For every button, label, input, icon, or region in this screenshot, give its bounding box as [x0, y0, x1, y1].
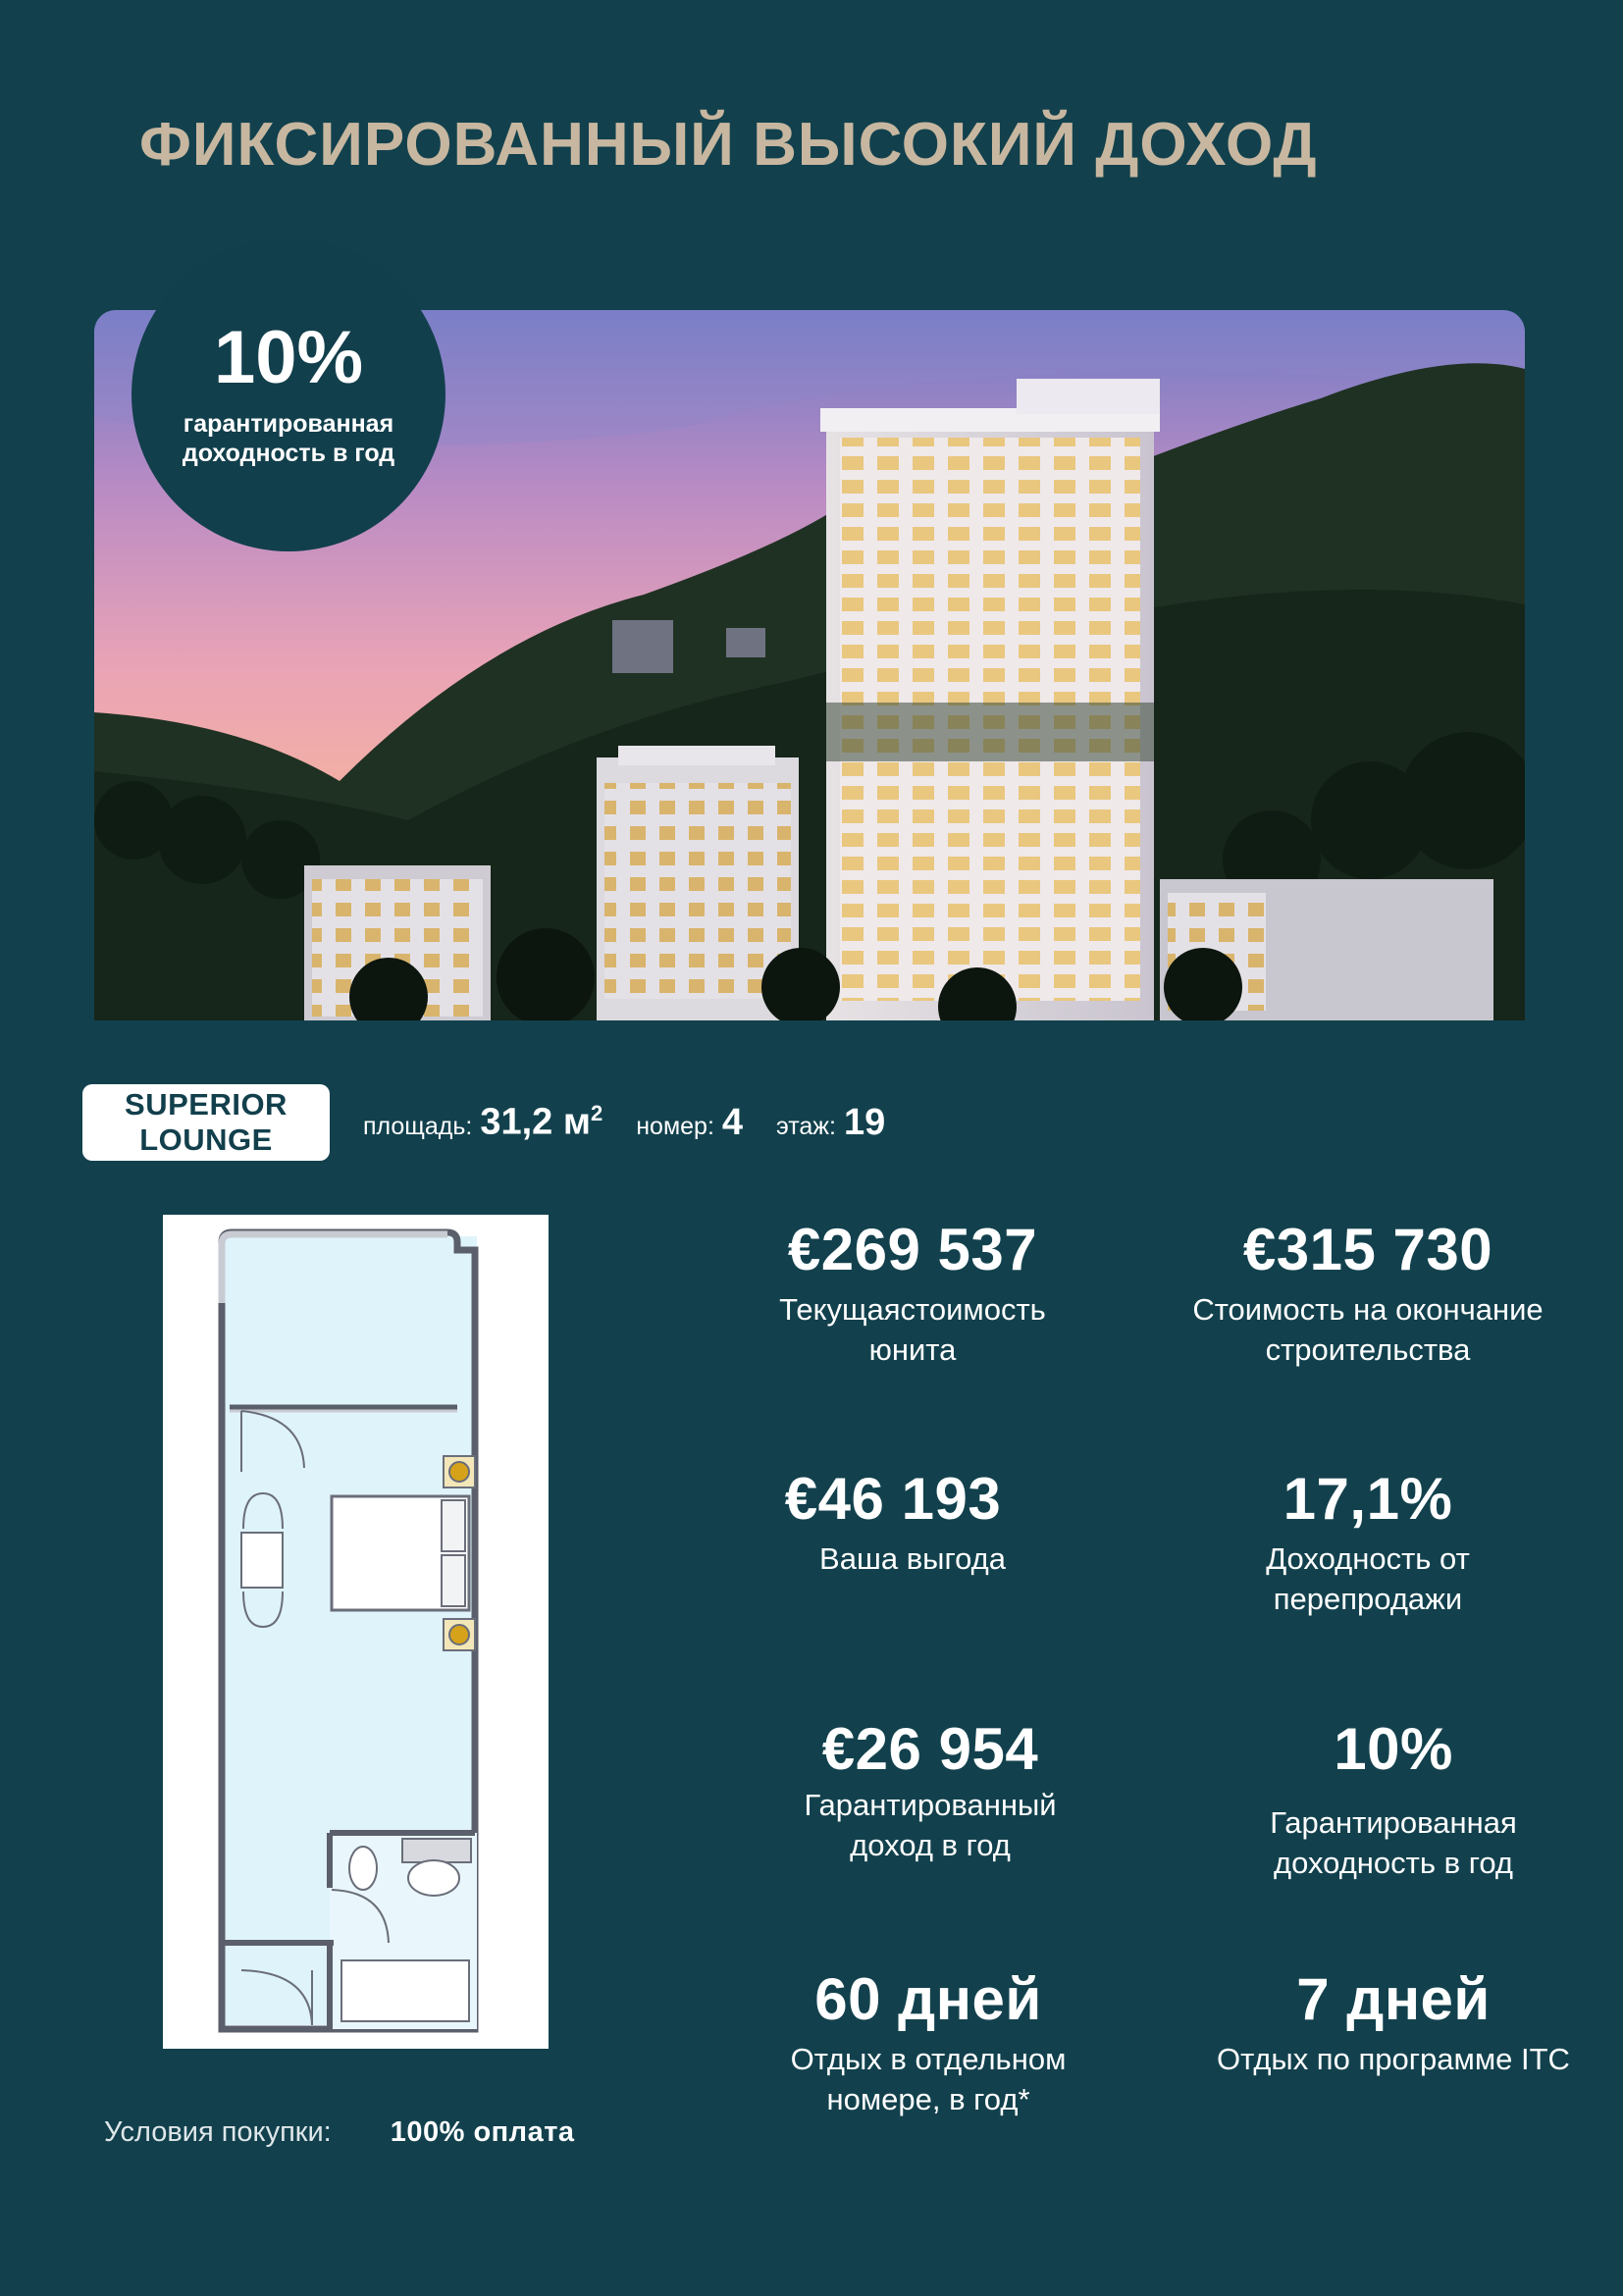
stat-value: €26 954	[821, 1716, 1039, 1782]
floor-plan	[163, 1215, 549, 2049]
badge-percent: 10%	[213, 316, 364, 399]
stat-value: 60 дней	[814, 1966, 1042, 2032]
stat-label: Доходность от перепродажи	[1266, 1541, 1470, 1616]
stat-current-price	[687, 1215, 1138, 1370]
stat-value: €269 537	[787, 1217, 1038, 1282]
stat-label: Гарантированная доходность в год	[1270, 1805, 1517, 1880]
stat-final-price	[1142, 1215, 1594, 1370]
floor-label: этаж:	[776, 1112, 836, 1140]
stat-label: Отдых в отдельном номере, в год*	[790, 2042, 1067, 2116]
area-label: площадь:	[363, 1112, 473, 1140]
stat-value: €315 730	[1242, 1217, 1493, 1282]
stat-label: Гарантированный доход в год	[804, 1788, 1057, 1862]
badge-text: гарантированная доходность в год	[182, 410, 395, 467]
stat-benefit	[667, 1464, 1119, 1579]
conditions-label: Условия покупки:	[104, 2116, 332, 2148]
purchase-conditions	[104, 2116, 575, 2149]
stat-label: Ваша выгода	[819, 1541, 1006, 1576]
page-title: ФИКСИРОВАННЫЙ ВЫСОКИЙ ДОХОД	[139, 111, 1318, 179]
room-label: номер:	[636, 1112, 714, 1140]
stat-value: 17,1%	[1283, 1466, 1453, 1532]
floor-value: 19	[843, 1101, 886, 1143]
stat-label: Текущаястоимость юнита	[779, 1292, 1046, 1367]
conditions-value: 100% оплата	[390, 2116, 575, 2148]
unit-properties	[363, 1101, 918, 1144]
stat-rest-days	[703, 1964, 1154, 2119]
yield-badge	[131, 237, 445, 551]
area-value: 31,2 $м^2$	[480, 1101, 603, 1143]
stat-resale-yield	[1142, 1464, 1594, 1619]
stat-value: 7 дней	[1296, 1966, 1491, 2032]
unit-type-label: SUPERIOR LOUNGE	[82, 1084, 330, 1161]
unit-info-row	[82, 1083, 918, 1162]
stat-guaranteed-income	[705, 1714, 1156, 1865]
stat-value: 10%	[1334, 1716, 1453, 1782]
room-value: 4	[721, 1101, 744, 1143]
stat-value: €46 193	[784, 1466, 1002, 1532]
stat-itc-days	[1168, 1964, 1619, 2079]
stat-label: Стоимость на окончание строительства	[1192, 1292, 1544, 1367]
stat-label: Отдых по программе ITC	[1217, 2042, 1570, 2076]
stat-guaranteed-yield	[1168, 1714, 1619, 1883]
